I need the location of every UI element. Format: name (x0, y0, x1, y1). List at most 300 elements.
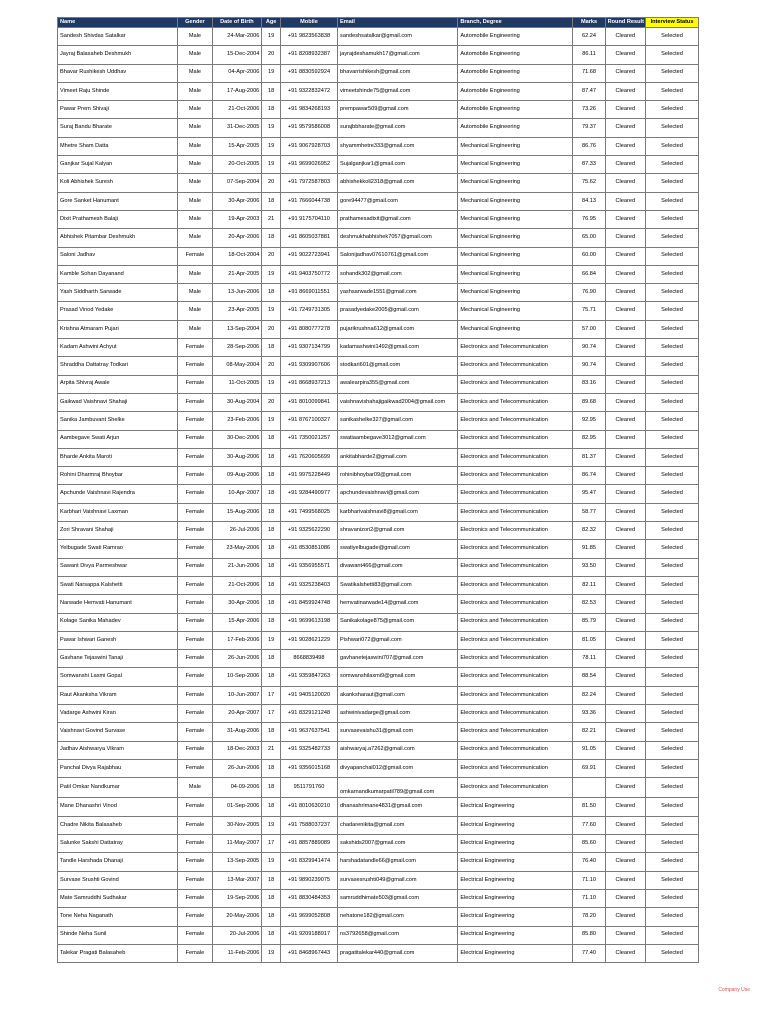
cell-marks[interactable]: 78.20 (573, 908, 605, 926)
cell-gender[interactable]: Female (178, 889, 212, 907)
cell-dob[interactable]: 08-May-2004 (212, 357, 262, 375)
cell-gender[interactable]: Female (178, 393, 212, 411)
cell-branch[interactable]: Mechanical Engineering (458, 174, 573, 192)
cell-age[interactable]: 18 (262, 908, 281, 926)
cell-branch[interactable]: Automobile Engineering (458, 46, 573, 64)
table-row[interactable] (58, 853, 699, 871)
cell-marks[interactable]: 65.00 (573, 229, 605, 247)
cell-age[interactable]: 18 (262, 540, 281, 558)
col-header-branch[interactable]: Branch, Degree (458, 18, 573, 28)
cell-branch[interactable]: Electronics and Telecommunication (458, 393, 573, 411)
cell-age[interactable]: 21 (262, 210, 281, 228)
table-row[interactable] (58, 192, 699, 210)
cell-name[interactable]: Patil Omkar Nandkumar (58, 778, 178, 798)
cell-dob[interactable]: 31-Dec-2005 (212, 119, 262, 137)
cell-name[interactable]: Ganjkar Sujal Kalyan (58, 156, 178, 174)
cell-interview-status[interactable]: Selected (646, 926, 699, 944)
cell-email[interactable]: dhanashrimane4831@gmail.com (338, 798, 458, 816)
cell-interview-status[interactable]: Selected (646, 540, 699, 558)
cell-age[interactable]: 18 (262, 101, 281, 119)
cell-gender[interactable]: Female (178, 835, 212, 853)
cell-gender[interactable]: Male (178, 192, 212, 210)
cell-email[interactable]: karbharivaishnavi8@gmail.com (338, 503, 458, 521)
cell-name[interactable]: Talekar Pragati Balasaheb (58, 944, 178, 962)
cell-name[interactable]: Bhavar Rushikesh Uddhav (58, 64, 178, 82)
cell-branch[interactable]: Mechanical Engineering (458, 137, 573, 155)
cell-mobile[interactable]: +91 8010630210 (280, 798, 337, 816)
cell-marks[interactable]: 85.60 (573, 835, 605, 853)
cell-branch[interactable]: Mechanical Engineering (458, 192, 573, 210)
cell-branch[interactable]: Mechanical Engineering (458, 284, 573, 302)
cell-age[interactable]: 20 (262, 247, 281, 265)
cell-gender[interactable]: Female (178, 613, 212, 631)
cell-age[interactable]: 19 (262, 156, 281, 174)
cell-gender[interactable]: Female (178, 576, 212, 594)
cell-mobile[interactable]: +91 9356015168 (280, 759, 337, 777)
cell-dob[interactable]: 28-Sep-2006 (212, 339, 262, 357)
cell-round-result[interactable]: Cleared (605, 558, 645, 576)
cell-interview-status[interactable]: Selected (646, 229, 699, 247)
cell-name[interactable]: Abhishek Pitambar Deshmukh (58, 229, 178, 247)
cell-mobile[interactable]: +91 9579586008 (280, 119, 337, 137)
cell-branch[interactable]: Automobile Engineering (458, 28, 573, 46)
table-row[interactable] (58, 723, 699, 741)
cell-name[interactable]: Pawar Prem Shivaji (58, 101, 178, 119)
cell-email[interactable]: surajbbharate@gmail.com (338, 119, 458, 137)
cell-mobile[interactable]: +91 9637637541 (280, 723, 337, 741)
cell-gender[interactable]: Female (178, 723, 212, 741)
cell-email[interactable]: ns3792658@gmail.com (338, 926, 458, 944)
cell-age[interactable]: 18 (262, 448, 281, 466)
cell-marks[interactable]: 82.95 (573, 430, 605, 448)
cell-name[interactable]: Vimeet Raju Shinde (58, 82, 178, 100)
cell-gender[interactable]: Female (178, 944, 212, 962)
cell-round-result[interactable]: Cleared (605, 668, 645, 686)
cell-age[interactable]: 19 (262, 265, 281, 283)
cell-dob[interactable]: 04-09-2006 (212, 778, 262, 798)
cell-mobile[interactable]: +91 7350021257 (280, 430, 337, 448)
cell-name[interactable]: Narwade Hemvati Hanumant (58, 595, 178, 613)
cell-email[interactable]: awalearpira355@gmail.com (338, 375, 458, 393)
cell-interview-status[interactable]: Selected (646, 759, 699, 777)
cell-age[interactable]: 19 (262, 631, 281, 649)
cell-email[interactable]: akanksharaut@gmail.com (338, 686, 458, 704)
cell-email[interactable]: vimeetshinde75@gmail.com (338, 82, 458, 100)
cell-round-result[interactable]: Cleared (605, 613, 645, 631)
cell-dob[interactable]: 10-Sep-2006 (212, 668, 262, 686)
cell-gender[interactable]: Female (178, 741, 212, 759)
table-row[interactable] (58, 375, 699, 393)
cell-branch[interactable]: Electronics and Telecommunication (458, 778, 573, 798)
cell-dob[interactable]: 04-Apr-2006 (212, 64, 262, 82)
cell-name[interactable]: Salunke Sakshi Dattatray (58, 835, 178, 853)
cell-branch[interactable]: Electronics and Telecommunication (458, 650, 573, 668)
cell-dob[interactable]: 31-Aug-2006 (212, 723, 262, 741)
cell-interview-status[interactable]: Selected (646, 595, 699, 613)
cell-age[interactable]: 18 (262, 192, 281, 210)
cell-interview-status[interactable]: Selected (646, 412, 699, 430)
cell-round-result[interactable]: Cleared (605, 816, 645, 834)
table-row[interactable] (58, 320, 699, 338)
cell-mobile[interactable]: +91 9307134799 (280, 339, 337, 357)
cell-email[interactable]: prasadyedake2005@gmail.com (338, 302, 458, 320)
cell-dob[interactable]: 13-Sep-2005 (212, 853, 262, 871)
cell-interview-status[interactable]: Selected (646, 908, 699, 926)
cell-name[interactable]: Vadarge Ashwini Kiran (58, 704, 178, 722)
cell-interview-status[interactable]: Selected (646, 156, 699, 174)
table-row[interactable] (58, 357, 699, 375)
cell-email[interactable]: survasevaishu31@gmail.com (338, 723, 458, 741)
cell-dob[interactable]: 24-Mar-2006 (212, 28, 262, 46)
cell-name[interactable]: Zori Shravani Shahaji (58, 522, 178, 540)
cell-email[interactable]: abhishekkoli2318@gmail.com (338, 174, 458, 192)
cell-email[interactable]: aishwaryaj.a7262@gmail.com (338, 741, 458, 759)
cell-interview-status[interactable]: Selected (646, 430, 699, 448)
cell-branch[interactable]: Electronics and Telecommunication (458, 686, 573, 704)
table-row[interactable] (58, 926, 699, 944)
cell-age[interactable]: 18 (262, 926, 281, 944)
table-row[interactable] (58, 448, 699, 466)
cell-mobile[interactable]: 9511791760 (280, 778, 337, 798)
cell-gender[interactable]: Female (178, 816, 212, 834)
cell-age[interactable]: 20 (262, 320, 281, 338)
cell-gender[interactable]: Female (178, 540, 212, 558)
cell-round-result[interactable]: Cleared (605, 944, 645, 962)
cell-round-result[interactable]: Cleared (605, 723, 645, 741)
cell-mobile[interactable]: +91 9325482733 (280, 741, 337, 759)
table-row[interactable] (58, 174, 699, 192)
cell-name[interactable]: Dixit Prathamesh Balaji (58, 210, 178, 228)
cell-branch[interactable]: Automobile Engineering (458, 64, 573, 82)
cell-email[interactable]: apchundevaishnavi@gmail.com (338, 485, 458, 503)
cell-interview-status[interactable]: Selected (646, 944, 699, 962)
cell-dob[interactable]: 09-Aug-2006 (212, 467, 262, 485)
cell-dob[interactable]: 20-Jul-2006 (212, 926, 262, 944)
cell-branch[interactable]: Electronics and Telecommunication (458, 339, 573, 357)
cell-marks[interactable]: 89.68 (573, 393, 605, 411)
cell-age[interactable]: 19 (262, 853, 281, 871)
cell-age[interactable]: 18 (262, 668, 281, 686)
cell-marks[interactable]: 85.79 (573, 613, 605, 631)
table-row[interactable] (58, 613, 699, 631)
cell-branch[interactable]: Mechanical Engineering (458, 302, 573, 320)
cell-email[interactable]: kadamashwini1492@gmail.com (338, 339, 458, 357)
cell-email[interactable]: shravanizori2@gmail.com (338, 522, 458, 540)
table-row[interactable] (58, 741, 699, 759)
table-row[interactable] (58, 778, 699, 798)
cell-dob[interactable]: 21-Jun-2006 (212, 558, 262, 576)
cell-round-result[interactable]: Cleared (605, 412, 645, 430)
cell-round-result[interactable]: Cleared (605, 686, 645, 704)
cell-round-result[interactable]: Cleared (605, 302, 645, 320)
cell-age[interactable]: 18 (262, 798, 281, 816)
cell-name[interactable]: Somwanshi Laxmi Gopal (58, 668, 178, 686)
cell-round-result[interactable]: Cleared (605, 759, 645, 777)
cell-age[interactable]: 18 (262, 229, 281, 247)
cell-marks[interactable]: 92.95 (573, 412, 605, 430)
cell-age[interactable]: 18 (262, 613, 281, 631)
cell-gender[interactable]: Male (178, 82, 212, 100)
cell-marks[interactable]: 78.11 (573, 650, 605, 668)
cell-round-result[interactable]: Cleared (605, 650, 645, 668)
cell-branch[interactable]: Electrical Engineering (458, 871, 573, 889)
cell-dob[interactable]: 23-May-2006 (212, 540, 262, 558)
cell-round-result[interactable]: Cleared (605, 320, 645, 338)
cell-branch[interactable]: Electrical Engineering (458, 798, 573, 816)
cell-name[interactable]: Mate Samruddhi Sudhakar (58, 889, 178, 907)
cell-round-result[interactable]: Cleared (605, 46, 645, 64)
cell-age[interactable]: 18 (262, 467, 281, 485)
cell-name[interactable]: Jayraj Balasaheb Deshmukh (58, 46, 178, 64)
cell-mobile[interactable]: +91 9403750772 (280, 265, 337, 283)
cell-marks[interactable]: 82.24 (573, 686, 605, 704)
cell-interview-status[interactable]: Selected (646, 192, 699, 210)
col-header-dob[interactable]: Date of Birth (212, 18, 262, 28)
cell-branch[interactable]: Electronics and Telecommunication (458, 357, 573, 375)
cell-round-result[interactable]: Cleared (605, 375, 645, 393)
cell-email[interactable]: vaishnavishahajigaikwad2004@gmail.com (338, 393, 458, 411)
cell-branch[interactable]: Automobile Engineering (458, 82, 573, 100)
cell-round-result[interactable]: Cleared (605, 467, 645, 485)
cell-branch[interactable]: Electrical Engineering (458, 908, 573, 926)
cell-dob[interactable]: 13-Jun-2006 (212, 284, 262, 302)
cell-marks[interactable]: 76.95 (573, 210, 605, 228)
table-row[interactable] (58, 64, 699, 82)
cell-mobile[interactable]: +91 7666044738 (280, 192, 337, 210)
cell-age[interactable]: 18 (262, 723, 281, 741)
cell-mobile[interactable]: +91 7249731305 (280, 302, 337, 320)
cell-gender[interactable]: Female (178, 926, 212, 944)
cell-branch[interactable]: Electrical Engineering (458, 835, 573, 853)
cell-marks[interactable]: 81.37 (573, 448, 605, 466)
cell-mobile[interactable]: +91 9022723941 (280, 247, 337, 265)
cell-gender[interactable]: Female (178, 595, 212, 613)
cell-age[interactable]: 18 (262, 430, 281, 448)
cell-age[interactable]: 20 (262, 357, 281, 375)
cell-interview-status[interactable]: Selected (646, 889, 699, 907)
cell-email[interactable]: divawant466@gmail.com (338, 558, 458, 576)
cell-dob[interactable]: 30-Aug-2004 (212, 393, 262, 411)
cell-branch[interactable]: Electronics and Telecommunication (458, 595, 573, 613)
cell-branch[interactable]: Electronics and Telecommunication (458, 668, 573, 686)
cell-name[interactable]: Gaikwad Vaishnavi Shahaji (58, 393, 178, 411)
table-row[interactable] (58, 759, 699, 777)
cell-mobile[interactable]: +91 9175704110 (280, 210, 337, 228)
cell-interview-status[interactable]: Selected (646, 485, 699, 503)
cell-interview-status[interactable]: Selected (646, 46, 699, 64)
cell-marks[interactable]: 86.74 (573, 467, 605, 485)
cell-name[interactable]: Shinde Neha Sunil (58, 926, 178, 944)
cell-email[interactable]: Pishwari072@gmail.com (338, 631, 458, 649)
cell-gender[interactable]: Female (178, 631, 212, 649)
cell-email[interactable]: sanikashelke327@gmail.com (338, 412, 458, 430)
cell-dob[interactable]: 11-May-2007 (212, 835, 262, 853)
cell-mobile[interactable]: +91 9699026952 (280, 156, 337, 174)
cell-gender[interactable]: Female (178, 759, 212, 777)
table-row[interactable] (58, 889, 699, 907)
cell-age[interactable]: 19 (262, 119, 281, 137)
cell-gender[interactable]: Female (178, 704, 212, 722)
cell-interview-status[interactable]: Selected (646, 871, 699, 889)
cell-gender[interactable]: Male (178, 156, 212, 174)
cell-mobile[interactable]: 8668839498 (280, 650, 337, 668)
cell-mobile[interactable]: +91 8830592924 (280, 64, 337, 82)
cell-round-result[interactable]: Cleared (605, 192, 645, 210)
cell-branch[interactable]: Electronics and Telecommunication (458, 540, 573, 558)
cell-interview-status[interactable]: Selected (646, 668, 699, 686)
cell-mobile[interactable]: +91 7620605699 (280, 448, 337, 466)
cell-dob[interactable]: 21-Oct-2006 (212, 576, 262, 594)
cell-interview-status[interactable]: Selected (646, 64, 699, 82)
cell-branch[interactable]: Electronics and Telecommunication (458, 759, 573, 777)
cell-mobile[interactable]: +91 8830484353 (280, 889, 337, 907)
cell-email[interactable]: divyapanchal012@gmail.com (338, 759, 458, 777)
cell-round-result[interactable]: Cleared (605, 576, 645, 594)
cell-name[interactable]: Kolage Sanika Mahadev (58, 613, 178, 631)
table-row[interactable] (58, 119, 699, 137)
cell-gender[interactable]: Male (178, 210, 212, 228)
cell-marks[interactable]: 76.40 (573, 853, 605, 871)
cell-round-result[interactable]: Cleared (605, 631, 645, 649)
cell-name[interactable]: Jadhav Aishwarya Vikram (58, 741, 178, 759)
cell-branch[interactable]: Electronics and Telecommunication (458, 448, 573, 466)
cell-email[interactable]: ankitabharde2@gmail.com (338, 448, 458, 466)
cell-name[interactable]: Arpita Shivraj Awale (58, 375, 178, 393)
cell-branch[interactable]: Mechanical Engineering (458, 210, 573, 228)
cell-gender[interactable]: Male (178, 284, 212, 302)
cell-gender[interactable]: Female (178, 448, 212, 466)
table-row[interactable] (58, 467, 699, 485)
cell-mobile[interactable]: +91 9405120020 (280, 686, 337, 704)
cell-dob[interactable]: 30-Dec-2006 (212, 430, 262, 448)
cell-gender[interactable]: Female (178, 668, 212, 686)
cell-gender[interactable]: Female (178, 412, 212, 430)
cell-gender[interactable]: Female (178, 522, 212, 540)
cell-marks[interactable]: 83.16 (573, 375, 605, 393)
table-row[interactable] (58, 540, 699, 558)
cell-branch[interactable]: Electronics and Telecommunication (458, 558, 573, 576)
cell-email[interactable]: nehatone182@gmail.com (338, 908, 458, 926)
cell-round-result[interactable]: Cleared (605, 265, 645, 283)
cell-gender[interactable]: Female (178, 375, 212, 393)
cell-gender[interactable]: Male (178, 119, 212, 137)
cell-marks[interactable]: 93.36 (573, 704, 605, 722)
cell-interview-status[interactable]: Selected (646, 816, 699, 834)
cell-email[interactable]: swatiyelbugade@gmail.com (338, 540, 458, 558)
cell-name[interactable]: Yash Siddharth Sarwade (58, 284, 178, 302)
cell-age[interactable]: 20 (262, 393, 281, 411)
cell-name[interactable]: Kadam Ashwini Achyut (58, 339, 178, 357)
cell-mobile[interactable]: +91 9975228449 (280, 467, 337, 485)
cell-dob[interactable]: 26-Jun-2006 (212, 650, 262, 668)
cell-gender[interactable]: Female (178, 558, 212, 576)
cell-age[interactable]: 17 (262, 704, 281, 722)
cell-marks[interactable]: 91.85 (573, 540, 605, 558)
cell-branch[interactable]: Automobile Engineering (458, 101, 573, 119)
cell-round-result[interactable]: Cleared (605, 778, 645, 798)
table-row[interactable] (58, 485, 699, 503)
cell-gender[interactable]: Male (178, 229, 212, 247)
cell-gender[interactable]: Female (178, 853, 212, 871)
cell-branch[interactable]: Electronics and Telecommunication (458, 522, 573, 540)
cell-marks[interactable]: 84.13 (573, 192, 605, 210)
cell-marks[interactable]: 87.47 (573, 82, 605, 100)
cell-gender[interactable]: Male (178, 46, 212, 64)
cell-round-result[interactable]: Cleared (605, 229, 645, 247)
cell-gender[interactable]: Male (178, 265, 212, 283)
col-header-age[interactable]: Age (262, 18, 281, 28)
cell-email[interactable]: stodkari601@gmail.com (338, 357, 458, 375)
cell-interview-status[interactable]: Selected (646, 339, 699, 357)
table-row[interactable] (58, 871, 699, 889)
cell-gender[interactable]: Female (178, 430, 212, 448)
cell-marks[interactable]: 81.50 (573, 798, 605, 816)
cell-marks[interactable]: 90.74 (573, 339, 605, 357)
cell-age[interactable]: 18 (262, 871, 281, 889)
cell-mobile[interactable]: +91 8468967443 (280, 944, 337, 962)
cell-mobile[interactable]: +91 8329941474 (280, 853, 337, 871)
cell-mobile[interactable]: +91 9325238403 (280, 576, 337, 594)
cell-mobile[interactable]: +91 8010099841 (280, 393, 337, 411)
cell-age[interactable]: 18 (262, 759, 281, 777)
cell-interview-status[interactable]: Selected (646, 210, 699, 228)
cell-interview-status[interactable]: Selected (646, 853, 699, 871)
cell-round-result[interactable]: Cleared (605, 798, 645, 816)
cell-round-result[interactable]: Cleared (605, 704, 645, 722)
cell-mobile[interactable]: +91 8329121248 (280, 704, 337, 722)
cell-interview-status[interactable]: Selected (646, 467, 699, 485)
cell-dob[interactable]: 30-Nov-2005 (212, 816, 262, 834)
cell-round-result[interactable]: Cleared (605, 853, 645, 871)
cell-dob[interactable]: 11-Oct-2005 (212, 375, 262, 393)
cell-interview-status[interactable]: Selected (646, 613, 699, 631)
cell-gender[interactable]: Female (178, 686, 212, 704)
cell-name[interactable]: Tandle Harshada Dhanaji (58, 853, 178, 871)
cell-interview-status[interactable]: Selected (646, 28, 699, 46)
cell-branch[interactable]: Electrical Engineering (458, 926, 573, 944)
cell-email[interactable]: Sujalganjkar1@gmail.com (338, 156, 458, 174)
cell-email[interactable]: pujarikrushna612@gmail.com (338, 320, 458, 338)
cell-mobile[interactable]: +91 8669011551 (280, 284, 337, 302)
cell-dob[interactable]: 17-Feb-2006 (212, 631, 262, 649)
cell-branch[interactable]: Electronics and Telecommunication (458, 613, 573, 631)
cell-age[interactable]: 17 (262, 686, 281, 704)
cell-marks[interactable]: 71.68 (573, 64, 605, 82)
cell-interview-status[interactable]: Selected (646, 448, 699, 466)
table-row[interactable] (58, 558, 699, 576)
cell-name[interactable]: Rohini Dharmraj Bhoybar (58, 467, 178, 485)
cell-interview-status[interactable]: Selected (646, 576, 699, 594)
cell-interview-status[interactable]: Selected (646, 686, 699, 704)
cell-dob[interactable]: 20-May-2006 (212, 908, 262, 926)
col-header-email[interactable]: Email (338, 18, 458, 28)
cell-mobile[interactable]: +91 9028621229 (280, 631, 337, 649)
cell-mobile[interactable]: +91 9356955571 (280, 558, 337, 576)
cell-email[interactable]: somwanshilaxmi9@gmail.com (338, 668, 458, 686)
cell-name[interactable]: Gavhane Tejaswini Tanaji (58, 650, 178, 668)
cell-interview-status[interactable]: Selected (646, 119, 699, 137)
cell-email[interactable]: bhavarrishikesh@gmail.com (338, 64, 458, 82)
cell-name[interactable]: Apchunde Vaishnavi Rajendra (58, 485, 178, 503)
cell-mobile[interactable]: +91 9359847263 (280, 668, 337, 686)
cell-round-result[interactable]: Cleared (605, 137, 645, 155)
cell-round-result[interactable]: Cleared (605, 28, 645, 46)
table-row[interactable] (58, 650, 699, 668)
cell-name[interactable]: Pawar Ishwari Ganesh (58, 631, 178, 649)
cell-email[interactable]: sakshids2007@gmail.com (338, 835, 458, 853)
cell-marks[interactable]: 91.05 (573, 741, 605, 759)
cell-branch[interactable]: Electronics and Telecommunication (458, 503, 573, 521)
